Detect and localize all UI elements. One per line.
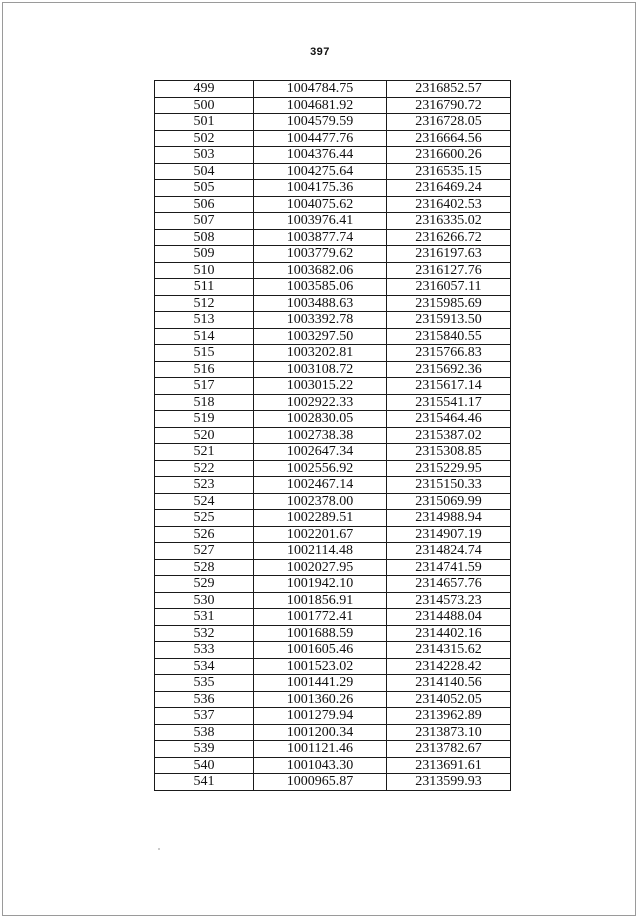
table-row: [155, 279, 511, 296]
table-row: [155, 262, 511, 279]
x-coordinate-cell: 1004784.75: [254, 81, 387, 98]
table-row: [155, 411, 511, 428]
y-coordinate-cell: 2314315.62: [387, 642, 511, 659]
page-number: 397: [310, 46, 330, 58]
point-number-cell: 523: [155, 477, 254, 494]
x-coordinate-cell: 1004579.59: [254, 114, 387, 131]
point-number-cell: 505: [155, 180, 254, 197]
x-coordinate-cell: 1001856.91: [254, 592, 387, 609]
y-coordinate-cell: 2313962.89: [387, 708, 511, 725]
y-coordinate-cell: 2316197.63: [387, 246, 511, 263]
table-row: [155, 642, 511, 659]
table-row: [155, 559, 511, 576]
table-row: [155, 378, 511, 395]
y-coordinate-cell: 2315229.95: [387, 460, 511, 477]
x-coordinate-cell: 1003392.78: [254, 312, 387, 329]
point-number-cell: 535: [155, 675, 254, 692]
table-row: [155, 658, 511, 675]
y-coordinate-cell: 2314140.56: [387, 675, 511, 692]
y-coordinate-cell: 2315617.14: [387, 378, 511, 395]
point-number-cell: 526: [155, 526, 254, 543]
table-row: [155, 477, 511, 494]
y-coordinate-cell: 2314228.42: [387, 658, 511, 675]
table-row: [155, 691, 511, 708]
table-row: [155, 180, 511, 197]
table-row: [155, 81, 511, 98]
y-coordinate-cell: 2313691.61: [387, 757, 511, 774]
point-number-cell: 517: [155, 378, 254, 395]
y-coordinate-cell: 2315985.69: [387, 295, 511, 312]
point-number-cell: 500: [155, 97, 254, 114]
y-coordinate-cell: 2315308.85: [387, 444, 511, 461]
x-coordinate-cell: 1001121.46: [254, 741, 387, 758]
y-coordinate-cell: 2316728.05: [387, 114, 511, 131]
y-coordinate-cell: 2315541.17: [387, 394, 511, 411]
y-coordinate-cell: 2315766.83: [387, 345, 511, 362]
point-number-cell: 507: [155, 213, 254, 230]
y-coordinate-cell: 2316600.26: [387, 147, 511, 164]
table-row: [155, 345, 511, 362]
table-row: [155, 741, 511, 758]
table-row: [155, 675, 511, 692]
point-number-cell: 531: [155, 609, 254, 626]
table-row: [155, 510, 511, 527]
x-coordinate-cell: 1001523.02: [254, 658, 387, 675]
point-number-cell: 541: [155, 774, 254, 791]
x-coordinate-cell: 1003779.62: [254, 246, 387, 263]
point-number-cell: 520: [155, 427, 254, 444]
x-coordinate-cell: 1003976.41: [254, 213, 387, 230]
x-coordinate-cell: 1001942.10: [254, 576, 387, 593]
x-coordinate-cell: 1002114.48: [254, 543, 387, 560]
table-row: [155, 774, 511, 791]
point-number-cell: 511: [155, 279, 254, 296]
y-coordinate-cell: 2315387.02: [387, 427, 511, 444]
y-coordinate-cell: 2314907.19: [387, 526, 511, 543]
y-coordinate-cell: 2315069.99: [387, 493, 511, 510]
table-row: [155, 246, 511, 263]
x-coordinate-cell: 1002027.95: [254, 559, 387, 576]
table-row: [155, 757, 511, 774]
table-row: [155, 576, 511, 593]
y-coordinate-cell: 2314573.23: [387, 592, 511, 609]
point-number-cell: 533: [155, 642, 254, 659]
point-number-cell: 512: [155, 295, 254, 312]
point-number-cell: 530: [155, 592, 254, 609]
table-row: [155, 130, 511, 147]
x-coordinate-cell: 1001360.26: [254, 691, 387, 708]
x-coordinate-cell: 1003297.50: [254, 328, 387, 345]
x-coordinate-cell: 1002378.00: [254, 493, 387, 510]
point-number-cell: 519: [155, 411, 254, 428]
table-row: [155, 213, 511, 230]
x-coordinate-cell: 1002738.38: [254, 427, 387, 444]
x-coordinate-cell: 1002922.33: [254, 394, 387, 411]
x-coordinate-cell: 1001688.59: [254, 625, 387, 642]
point-number-cell: 513: [155, 312, 254, 329]
point-number-cell: 509: [155, 246, 254, 263]
x-coordinate-cell: 1003202.81: [254, 345, 387, 362]
point-number-cell: 521: [155, 444, 254, 461]
point-number-cell: 504: [155, 163, 254, 180]
table-row: [155, 460, 511, 477]
y-coordinate-cell: 2313599.93: [387, 774, 511, 791]
x-coordinate-cell: 1002647.34: [254, 444, 387, 461]
y-coordinate-cell: 2315150.33: [387, 477, 511, 494]
y-coordinate-cell: 2315464.46: [387, 411, 511, 428]
x-coordinate-cell: 1002201.67: [254, 526, 387, 543]
scan-speck: [158, 848, 160, 850]
table-row: [155, 427, 511, 444]
y-coordinate-cell: 2316535.15: [387, 163, 511, 180]
point-number-cell: 525: [155, 510, 254, 527]
point-number-cell: 515: [155, 345, 254, 362]
table-row: [155, 625, 511, 642]
y-coordinate-cell: 2313873.10: [387, 724, 511, 741]
point-number-cell: 510: [155, 262, 254, 279]
table-row: [155, 312, 511, 329]
coordinates-table-body: [155, 81, 511, 791]
table-row: [155, 97, 511, 114]
point-number-cell: 516: [155, 361, 254, 378]
x-coordinate-cell: 1002830.05: [254, 411, 387, 428]
x-coordinate-cell: 1004376.44: [254, 147, 387, 164]
y-coordinate-cell: 2313782.67: [387, 741, 511, 758]
x-coordinate-cell: 1003585.06: [254, 279, 387, 296]
table-row: [155, 592, 511, 609]
x-coordinate-cell: 1001772.41: [254, 609, 387, 626]
table-row: [155, 394, 511, 411]
table-row: [155, 724, 511, 741]
y-coordinate-cell: 2316335.02: [387, 213, 511, 230]
x-coordinate-cell: 1003015.22: [254, 378, 387, 395]
point-number-cell: 501: [155, 114, 254, 131]
table-row: [155, 196, 511, 213]
point-number-cell: 522: [155, 460, 254, 477]
point-number-cell: 527: [155, 543, 254, 560]
point-number-cell: 539: [155, 741, 254, 758]
y-coordinate-cell: 2315840.55: [387, 328, 511, 345]
table-row: [155, 328, 511, 345]
table-row: [155, 114, 511, 131]
point-number-cell: 502: [155, 130, 254, 147]
point-number-cell: 537: [155, 708, 254, 725]
x-coordinate-cell: 1004477.76: [254, 130, 387, 147]
y-coordinate-cell: 2314824.74: [387, 543, 511, 560]
y-coordinate-cell: 2316852.57: [387, 81, 511, 98]
y-coordinate-cell: 2314988.94: [387, 510, 511, 527]
y-coordinate-cell: 2316057.11: [387, 279, 511, 296]
y-coordinate-cell: 2316664.56: [387, 130, 511, 147]
y-coordinate-cell: 2314488.04: [387, 609, 511, 626]
y-coordinate-cell: 2314402.16: [387, 625, 511, 642]
x-coordinate-cell: 1003682.06: [254, 262, 387, 279]
point-number-cell: 506: [155, 196, 254, 213]
point-number-cell: 529: [155, 576, 254, 593]
x-coordinate-cell: 1002556.92: [254, 460, 387, 477]
x-coordinate-cell: 1004175.36: [254, 180, 387, 197]
y-coordinate-cell: 2316266.72: [387, 229, 511, 246]
y-coordinate-cell: 2314052.05: [387, 691, 511, 708]
point-number-cell: 508: [155, 229, 254, 246]
y-coordinate-cell: 2315913.50: [387, 312, 511, 329]
x-coordinate-cell: 1001279.94: [254, 708, 387, 725]
x-coordinate-cell: 1001605.46: [254, 642, 387, 659]
x-coordinate-cell: 1003877.74: [254, 229, 387, 246]
y-coordinate-cell: 2314741.59: [387, 559, 511, 576]
x-coordinate-cell: 1002289.51: [254, 510, 387, 527]
x-coordinate-cell: 1001043.30: [254, 757, 387, 774]
table-row: [155, 526, 511, 543]
table-row: [155, 163, 511, 180]
point-number-cell: 524: [155, 493, 254, 510]
table-row: [155, 493, 511, 510]
x-coordinate-cell: 1002467.14: [254, 477, 387, 494]
y-coordinate-cell: 2316127.76: [387, 262, 511, 279]
table-row: [155, 229, 511, 246]
table-row: [155, 444, 511, 461]
x-coordinate-cell: 1004075.62: [254, 196, 387, 213]
point-number-cell: 540: [155, 757, 254, 774]
x-coordinate-cell: 1001200.34: [254, 724, 387, 741]
point-number-cell: 532: [155, 625, 254, 642]
x-coordinate-cell: 1004275.64: [254, 163, 387, 180]
point-number-cell: 499: [155, 81, 254, 98]
table-row: [155, 147, 511, 164]
y-coordinate-cell: 2316402.53: [387, 196, 511, 213]
point-number-cell: 538: [155, 724, 254, 741]
x-coordinate-cell: 1003108.72: [254, 361, 387, 378]
table-row: [155, 361, 511, 378]
table-row: [155, 543, 511, 560]
point-number-cell: 518: [155, 394, 254, 411]
x-coordinate-cell: 1003488.63: [254, 295, 387, 312]
y-coordinate-cell: 2316790.72: [387, 97, 511, 114]
point-number-cell: 534: [155, 658, 254, 675]
y-coordinate-cell: 2315692.36: [387, 361, 511, 378]
x-coordinate-cell: 1000965.87: [254, 774, 387, 791]
table-row: [155, 295, 511, 312]
point-number-cell: 514: [155, 328, 254, 345]
point-number-cell: 503: [155, 147, 254, 164]
table-row: [155, 708, 511, 725]
y-coordinate-cell: 2314657.76: [387, 576, 511, 593]
point-number-cell: 528: [155, 559, 254, 576]
x-coordinate-cell: 1004681.92: [254, 97, 387, 114]
table-row: [155, 609, 511, 626]
coordinates-table: [154, 80, 511, 791]
point-number-cell: 536: [155, 691, 254, 708]
y-coordinate-cell: 2316469.24: [387, 180, 511, 197]
x-coordinate-cell: 1001441.29: [254, 675, 387, 692]
